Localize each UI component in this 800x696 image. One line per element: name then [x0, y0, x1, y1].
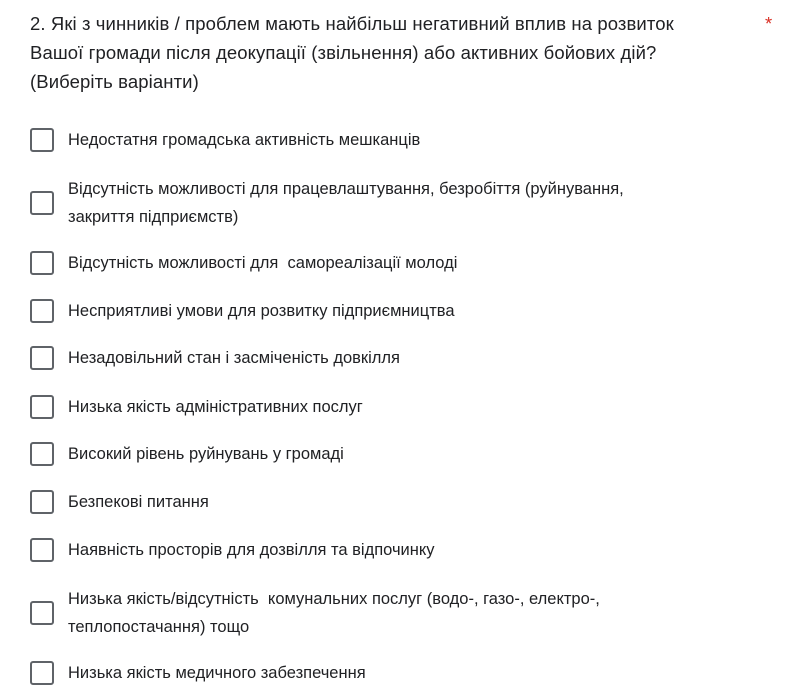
option-label: Несприятливі умови для розвитку підприємництва: [68, 302, 455, 320]
option-insufficient-civic-activity[interactable]: [30, 126, 770, 154]
required-asterisk: *: [765, 13, 773, 34]
checkbox[interactable]: [30, 442, 54, 466]
checkbox[interactable]: [30, 538, 54, 562]
option-label-line-2: закриття підприємств): [68, 208, 239, 226]
option-label: Низька якість адміністративних послуг: [68, 398, 363, 416]
option-label: [68, 175, 624, 231]
option-environment-condition[interactable]: [30, 344, 770, 372]
option-label-line-1: Низька якість/відсутність комунальних послуг (водо-, газо-, електро-,: [68, 590, 600, 608]
question-title-line-1: 2. Які з чинників / проблем мають найбільш негативний вплив на розвиток: [30, 13, 674, 34]
checkbox[interactable]: [30, 191, 54, 215]
checkbox[interactable]: [30, 395, 54, 419]
option-label-line-2: теплопостачання) тощо: [68, 618, 250, 636]
checkbox[interactable]: [30, 490, 54, 514]
option-label: Високий рівень руйнувань у громаді: [68, 445, 344, 463]
question-title-line-3: (Виберіть варіанти): [30, 71, 199, 92]
option-label: Безпекові питання: [68, 493, 209, 511]
question-title-line-2: Вашої громади після деокупації (звільнення) або активних бойових дій?: [30, 42, 657, 63]
option-leisure-spaces[interactable]: [30, 536, 770, 564]
option-administrative-services[interactable]: [30, 393, 770, 421]
question-title: [30, 9, 750, 96]
option-label: Наявність просторів для дозвілля та відпочинку: [68, 541, 435, 559]
option-youth-self-realization[interactable]: [30, 249, 770, 277]
option-label: [68, 585, 600, 641]
option-label: Недостатня громадська активність мешканців: [68, 131, 421, 149]
option-label: Відсутність можливості для самореалізації молоді: [68, 254, 458, 272]
option-unfavorable-business-conditions[interactable]: [30, 297, 770, 325]
option-label: Незадовільний стан і засміченість довкілля: [68, 349, 400, 367]
option-label-line-1: Відсутність можливості для працевлаштування, безробіття (руйнування,: [68, 180, 624, 198]
checkbox[interactable]: [30, 346, 54, 370]
checkbox[interactable]: [30, 251, 54, 275]
option-label: Низька якість медичного забезпечення: [68, 664, 366, 682]
option-destruction-level[interactable]: [30, 440, 770, 468]
option-utility-services[interactable]: [30, 585, 770, 641]
option-security-issues[interactable]: [30, 488, 770, 516]
option-medical-care[interactable]: [30, 659, 770, 687]
checkbox[interactable]: [30, 601, 54, 625]
option-lack-of-employment[interactable]: [30, 175, 770, 231]
checkbox[interactable]: [30, 299, 54, 323]
checkbox[interactable]: [30, 661, 54, 685]
checkbox[interactable]: [30, 128, 54, 152]
